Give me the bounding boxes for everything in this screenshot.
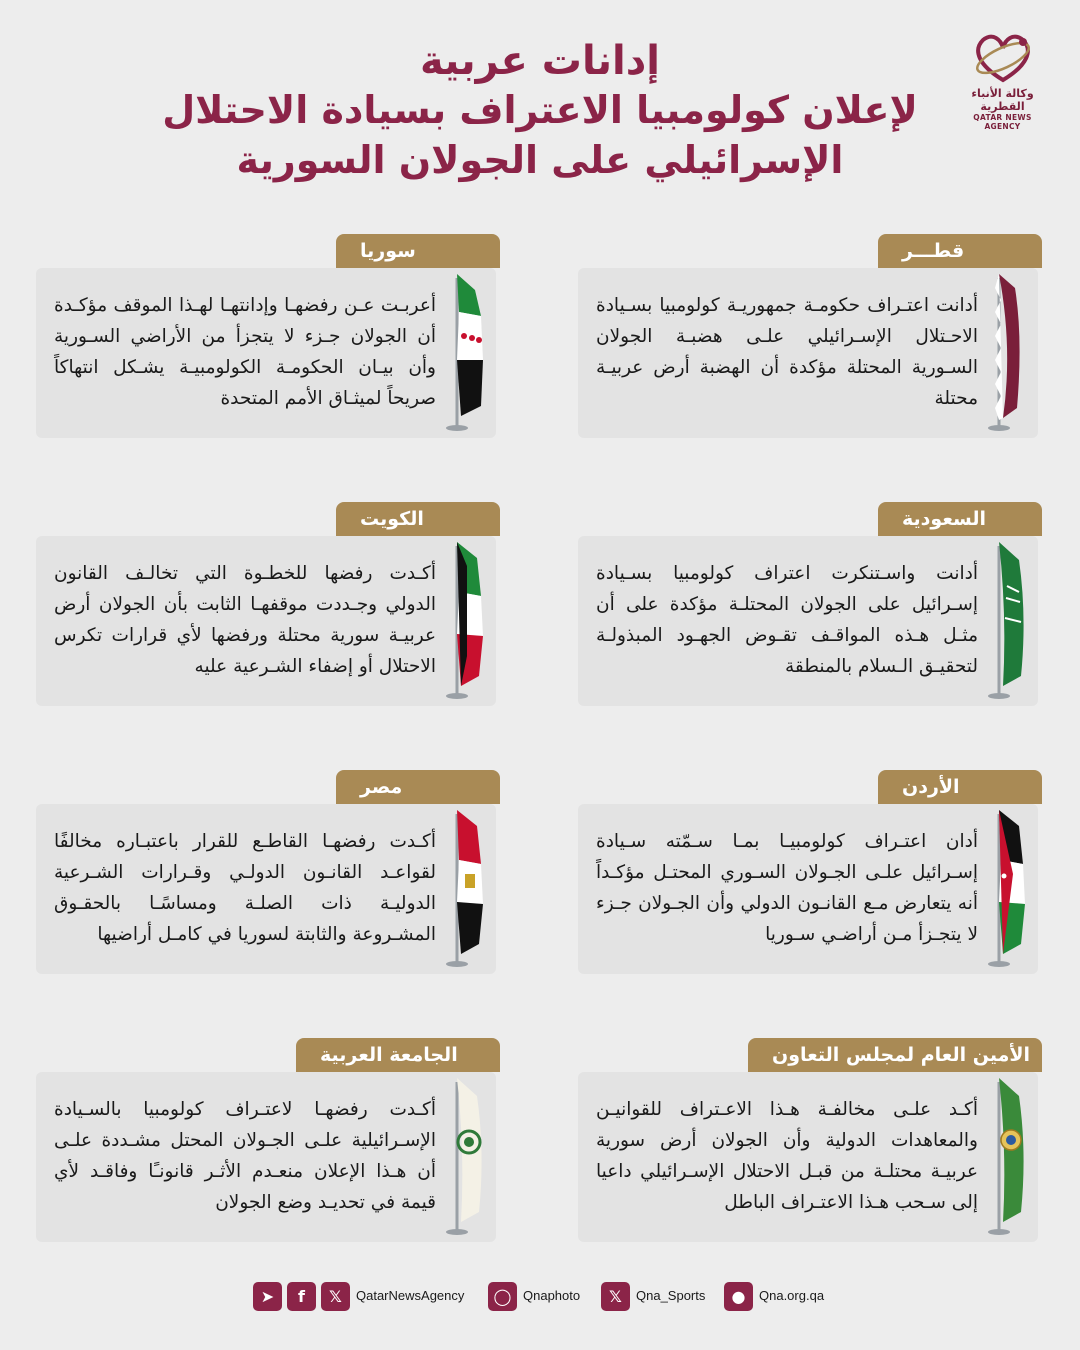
card-kuwait bbox=[36, 536, 496, 706]
card-qatar bbox=[578, 268, 1038, 438]
telegram-icon[interactable]: ➤ bbox=[253, 1282, 282, 1311]
card-saudi bbox=[578, 536, 1038, 706]
card-syria-text: أعربـت عـن رفضهـا وإدانتهـا لهـذا الموقف مؤكـدة أن الجولان جـزء لا يتجزأ من الأراضي السـورية وأن بيـان الحكومـة الكولومبيـة يشـكل انتهاكاً صريحاً لميثـاق الأمم المتحدة bbox=[54, 295, 436, 409]
egypt-flag-icon bbox=[431, 804, 491, 974]
tab-saudi: السعودية bbox=[878, 502, 1042, 536]
tab-syria: سوريا bbox=[336, 234, 500, 268]
social-footer bbox=[0, 1282, 1080, 1316]
tab-kuwait: الكويت bbox=[336, 502, 500, 536]
jordan-flag-icon bbox=[973, 804, 1033, 974]
syria-flag-icon bbox=[431, 268, 491, 438]
handle-qna-sports[interactable]: Qna_Sports bbox=[636, 1288, 706, 1303]
tab-arab-league: الجامعة العربية bbox=[296, 1038, 500, 1072]
handle-qnaphoto[interactable]: Qnaphoto bbox=[523, 1288, 581, 1303]
qatar-flag-icon bbox=[973, 268, 1033, 438]
card-egypt bbox=[36, 804, 496, 974]
card-saudi-text: أدانت واسـتنكرت اعتراف كولومبيا بسـيادة إسـرائيل على الجولان المحتلـة مؤكدة على أن مثـل هـذه المواقـف تقـوض الجهـود المبذولـة لتحقيـق الـسلام بالمنطقة bbox=[596, 563, 978, 677]
qna-logo bbox=[955, 30, 1050, 131]
website-link[interactable]: Qna.org.qa bbox=[759, 1288, 825, 1303]
card-jordan bbox=[578, 804, 1038, 974]
handle-qatar-news-agency[interactable]: QatarNewsAgency bbox=[356, 1288, 465, 1303]
tab-jordan: الأردن bbox=[878, 770, 1042, 804]
logo-english-text: QATAR NEWS AGENCY bbox=[973, 113, 1032, 131]
page-subtitle-line2: الإسرائيلي على الجولان السورية bbox=[236, 138, 844, 182]
gcc-flag-icon bbox=[973, 1072, 1033, 1242]
page-title: إدانات عربية bbox=[420, 38, 660, 84]
card-kuwait-text: أكـدت رفضها للخطـوة التي تخالـف القانون الدولي وجـددت موقفهـا الثابت بأن الجولان أرض عربيـة سورية محتلة ورفضها لأي قرارات تكرس الاحتلال أو إضفاء الشـرعية عليه bbox=[54, 563, 436, 677]
instagram-icon[interactable]: ◯ bbox=[488, 1282, 517, 1311]
kuwait-flag-icon bbox=[431, 536, 491, 706]
card-gcc bbox=[578, 1072, 1038, 1242]
card-gcc-text: أكـد علـى مخالفـة هـذا الاعـتراف للقوانيـن والمعاهدات الدولية وأن الجولان أرض سورية عربيـة محتلـة من قبـل الاحتلال الإسـرائيلي داعيا إلى سـحب هـذا الاعتـراف الباطل bbox=[596, 1099, 978, 1213]
page-subtitle-line1: لإعلان كولومبيا الاعتراف بسيادة الاحتلال bbox=[162, 88, 918, 132]
card-qatar-text: أدانت اعتـراف حكومـة جمهوريـة كولومبيا بسـيادة الاحـتلال الإسـرائيلي علـى هضبـة الجولان السـورية المحتلة مؤكدة أن الهضبة أرض عربيـة محتلة bbox=[596, 295, 978, 409]
saudi-flag-icon bbox=[973, 536, 1033, 706]
x-icon[interactable]: 𝕏 bbox=[321, 1282, 350, 1311]
qna-logo-icon bbox=[968, 30, 1038, 85]
tab-gcc: الأمين العام لمجلس التعاون bbox=[748, 1038, 1042, 1072]
tab-egypt: مصر bbox=[336, 770, 500, 804]
arab-league-flag-icon bbox=[431, 1072, 491, 1242]
globe-icon[interactable]: ● bbox=[724, 1282, 753, 1311]
facebook-icon[interactable]: f bbox=[287, 1282, 316, 1311]
card-arab-league-text: أكـدت رفضهـا لاعتـراف كولومبيا بالسـيادة الإسـرائيلية علـى الجـولان المحتل مشـددة علـى أن هـذا الإعلان منعـدم الأثـر قانونـًا وفاقـد لأي قيمة في تحديـد وضع الجولان bbox=[54, 1099, 436, 1213]
card-egypt-text: أكـدت رفضهـا القاطـع للقرار باعتبـاره مخالفًا لقواعـد القانـون الدولـي وقـرارات الشـرعية الدوليـة ذات الصلـة ومساسًـا بالحقـوق المشـروعة والثابتة لسوريا في كامـل أراضيها bbox=[54, 831, 436, 945]
x-icon-sports[interactable]: 𝕏 bbox=[601, 1282, 630, 1311]
card-syria bbox=[36, 268, 496, 438]
card-arab-league bbox=[36, 1072, 496, 1242]
card-jordan-text: أدان اعتـراف كولومبيـا بمـا سـمّته سـيادة إسـرائيل علـى الجـولان السـوري المحتـل مؤكـداً أنه يتعارض مـع القانـون الدولي وأن الجـولان جـزء لا يتجـزأ مـن أراضـي سـوريا bbox=[596, 831, 978, 945]
logo-arabic-text: وكالة الأنباء القطرية bbox=[971, 87, 1034, 113]
tab-qatar: قطـــر bbox=[878, 234, 1042, 268]
